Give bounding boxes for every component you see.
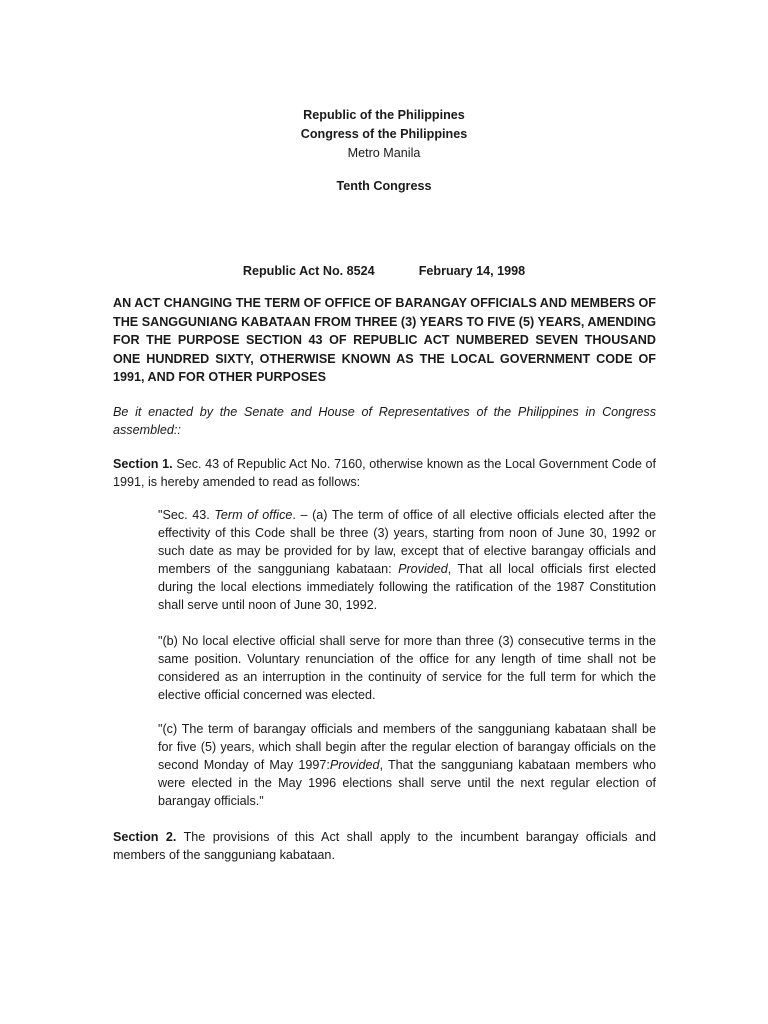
header-republic: Republic of the Philippines <box>303 108 465 122</box>
quote-c-suffix: , That the sangguniang kabataan members who were elected in the May 1996 elections shall serve until the next regular election of barangay officials." <box>158 758 656 808</box>
section-2-label: Section 2. <box>113 830 177 844</box>
section-2-text: The provisions of this Act shall apply to the incumbent barangay officials and members of the sangguniang kabataan. <box>113 830 656 862</box>
section-2 <box>113 828 656 864</box>
quoted-paragraph-a <box>158 506 656 614</box>
quote-a-suffix: , That all local officials first elected during the local elections immediately following the ratification of the 1987 Constitution shall serve until noon of June 30, 1992. <box>158 562 656 612</box>
document-header <box>0 106 768 196</box>
header-location: Metro Manila <box>347 146 421 160</box>
quote-a-heading: Term of office <box>214 508 293 522</box>
act-date: February 14, 1998 <box>418 264 526 278</box>
enacting-clause: Be it enacted by the Senate and House of Representatives of the Philippines in Congress assembled:: <box>113 405 656 437</box>
quoted-paragraph-c <box>158 720 656 810</box>
section-1 <box>113 455 656 491</box>
quote-a-text: . – (a) The term of office of all elective officials elected after the effectivity of this Code shall be three (3) years, starting from noon of June 30, 1992 or such date as may be provided for by law, except that of elective barangay officials and members of the sangguniang kabataan: <box>158 508 656 576</box>
header-congress: Congress of the Philippines <box>300 127 468 141</box>
act-number-line <box>0 262 768 280</box>
header-congress-number: Tenth Congress <box>336 179 432 193</box>
quote-c-prefix: "(c) The term of barangay officials and members of the sangguniang kabataan shall be for five (5) years, which shall begin after the regular election of barangay officials on the second Monday of May 1997: <box>158 722 656 772</box>
section-1-label: Section 1. <box>113 457 173 471</box>
act-number: Republic Act No. 8524 <box>242 264 375 278</box>
quoted-paragraph-b: "(b) No local elective official shall serve for more than three (3) consecutive terms in the same position. Voluntary renunciation of the office for any length of time shall not be considered as an interruption in the continuity of service for the full term for which the elective official concerned was elected. <box>158 634 656 702</box>
quote-a-prefix: "Sec. 43. <box>158 508 215 522</box>
quote-c-proviso: Provided <box>329 758 380 772</box>
quote-a-proviso: Provided <box>398 562 448 576</box>
section-1-text: Sec. 43 of Republic Act No. 7160, otherwise known as the Local Government Code of 1991, is hereby amended to read as follows: <box>113 457 656 489</box>
act-title: AN ACT CHANGING THE TERM OF OFFICE OF BARANGAY OFFICIALS AND MEMBERS OF THE SANGGUNIANG KABATAAN FROM THREE (3) YEARS TO FIVE (5) YEARS, AMENDING FOR THE PURPOSE SECTION 43 OF REPUBLIC ACT NUMBERED SEVEN THOUSAND ONE HUNDRED SIXTY, OTHERWISE KNOWN AS THE LOCAL GOVERNMENT CODE OF 1991, AND FOR OTHER PURPOSES <box>113 296 656 384</box>
